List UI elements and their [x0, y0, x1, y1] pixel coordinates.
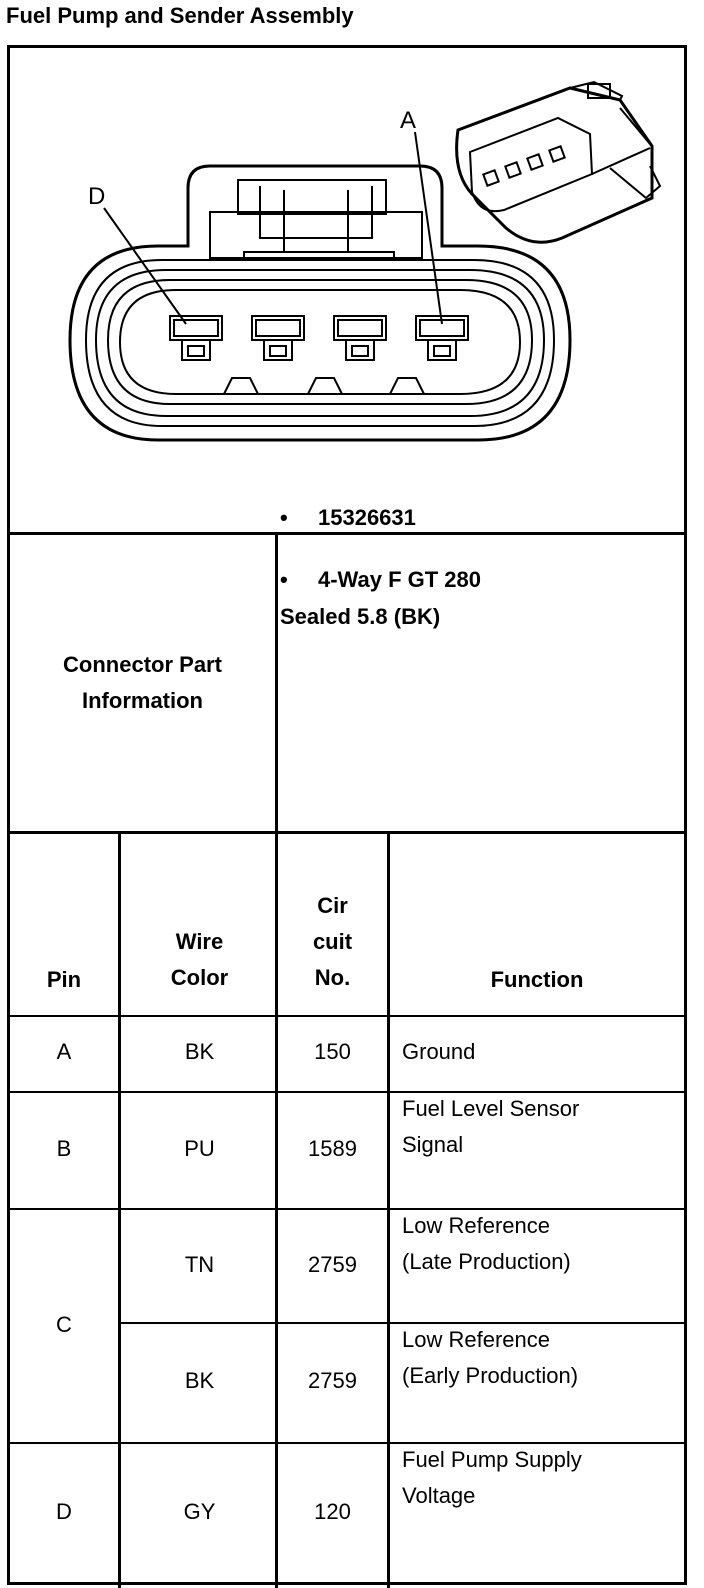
row-d-function-line1: Fuel Pump Supply — [402, 1447, 582, 1472]
row-a-wire: BK — [184, 1039, 215, 1065]
part-description-line2: Sealed 5.8 (BK) — [280, 603, 441, 629]
header-wire-color-line1: Wire — [175, 928, 224, 954]
row-a-pin: A — [56, 1039, 72, 1065]
bullet: • — [280, 505, 288, 530]
header-wire-color — [121, 920, 278, 1000]
row-c-early-function-line1: Low Reference — [402, 1327, 550, 1352]
header-circuit-line2: cuit — [312, 928, 353, 954]
header-function: Function — [490, 966, 584, 992]
row-d-function — [402, 1442, 682, 1582]
pin-a-label: A — [400, 107, 417, 134]
row-c-late-function-line2: (Late Production) — [402, 1249, 571, 1275]
row-b-function-line2: Signal — [402, 1132, 464, 1158]
row-b-wire: PU — [184, 1135, 215, 1161]
row-c-pin: C — [56, 1311, 72, 1337]
header-wire-color-line2: Color — [170, 965, 229, 990]
connector-part-info — [280, 500, 481, 635]
row-b-function — [402, 1091, 682, 1207]
header-circuit-no — [278, 882, 387, 1002]
row-d-wire: GY — [183, 1498, 216, 1524]
connector-part-label — [10, 535, 275, 831]
header-pin: Pin — [46, 966, 82, 992]
row-c-early-function-line2: (Early Production) — [402, 1363, 579, 1389]
part-description-line1: 4-Way F GT 280 — [318, 567, 482, 593]
row-c-late-function-line1: Low Reference — [402, 1213, 550, 1238]
page-title: Fuel Pump and Sender Assembly — [6, 3, 354, 28]
row-c-early-function — [402, 1322, 682, 1440]
terminal-b — [334, 316, 386, 360]
row-c-early-wire: BK — [184, 1367, 215, 1393]
header-circuit-line3: No. — [314, 965, 351, 991]
connector-3d-icon — [457, 82, 660, 242]
row-d-pin: D — [56, 1498, 72, 1524]
row-d-function-line2: Voltage — [402, 1483, 476, 1509]
header-circuit-line1: Cir — [317, 892, 348, 918]
pin-d-label: D — [88, 183, 106, 210]
row-b-pin: B — [56, 1135, 72, 1161]
row-b-function-line1: Fuel Level Sensor — [402, 1096, 580, 1121]
terminal-c — [252, 316, 304, 360]
bullet: • — [280, 567, 288, 593]
row-c-early-circuit: 2759 — [308, 1367, 357, 1393]
row-c-late-wire: TN — [184, 1251, 215, 1277]
row-a-function: Ground — [402, 1039, 476, 1065]
terminal-d — [170, 316, 222, 360]
row-d-circuit: 120 — [314, 1498, 351, 1524]
row-b-circuit: 1589 — [308, 1135, 357, 1161]
part-number: 15326631 — [318, 505, 416, 530]
connector-diagram — [10, 48, 684, 532]
row-c-late-function — [402, 1208, 682, 1322]
connector-part-label-line2: Information — [82, 688, 203, 713]
connector-part-label-line1: Connector Part — [63, 651, 222, 677]
row-c-late-circuit: 2759 — [308, 1251, 357, 1277]
row-a-circuit: 150 — [314, 1039, 351, 1065]
